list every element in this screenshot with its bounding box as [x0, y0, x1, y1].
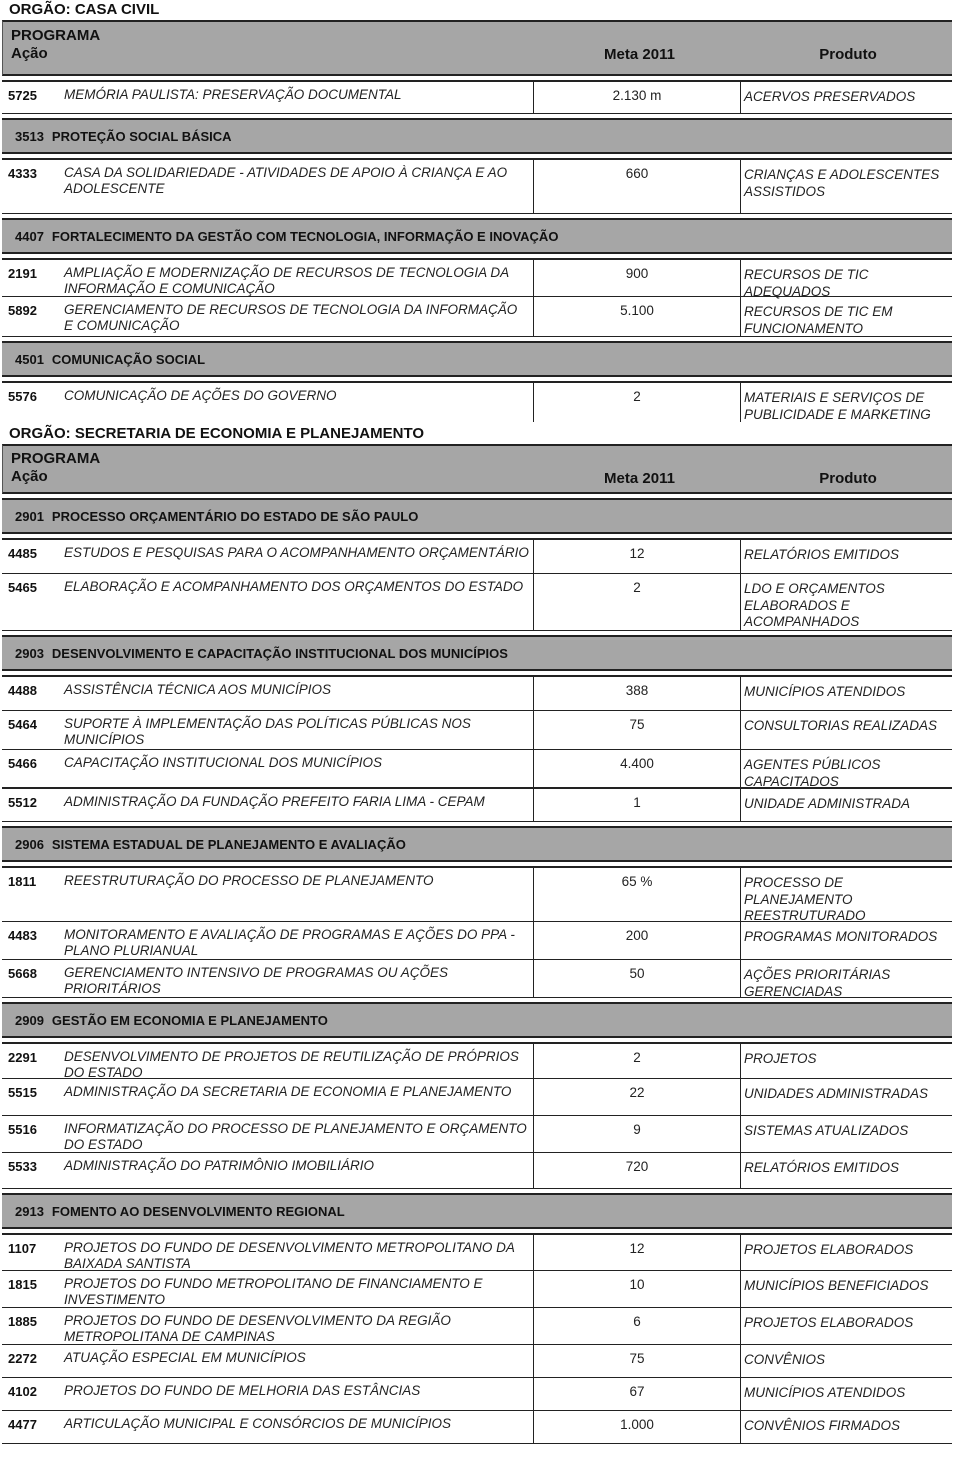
programa-section: [2, 635, 952, 671]
programa-code: 2901: [15, 508, 44, 524]
acao-produto: AÇÕES PRIORITÁRIAS GERENCIADAS: [740, 960, 952, 997]
acao-desc: MEMÓRIA PAULISTA: PRESERVAÇÃO DOCUMENTAL: [64, 87, 402, 102]
table-row: [2, 297, 952, 337]
acao-desc: ADMINISTRAÇÃO DA FUNDAÇÃO PREFEITO FARIA LIMA - CEPAM: [64, 794, 485, 809]
acao-produto: RECURSOS DE TIC ADEQUADOS: [740, 260, 952, 296]
acao-desc: ELABORAÇÃO E ACOMPANHAMENTO DOS ORÇAMENTOS DO ESTADO: [64, 579, 524, 594]
acao-code: 1107: [8, 1241, 37, 1256]
acao-produto: SISTEMAS ATUALIZADOS: [740, 1116, 952, 1152]
acao-produto: MUNICÍPIOS ATENDIDOS: [740, 677, 952, 710]
acao-meta: 388: [533, 677, 740, 710]
programa-section: [2, 498, 952, 534]
table-row: [2, 80, 952, 114]
table-row: [2, 158, 952, 214]
acao-code: 5512: [8, 795, 37, 810]
programa-section: [2, 218, 952, 254]
header-produto: Produto: [819, 470, 877, 487]
table-row: [2, 922, 952, 960]
table-row: [2, 675, 952, 711]
programa-code: 2909: [15, 1012, 44, 1028]
table-row: [2, 258, 952, 297]
orgao-title: ORGÃO: SECRETARIA DE ECONOMIA E PLANEJAMENTO: [9, 425, 425, 442]
acao-meta: 12: [533, 540, 740, 573]
column-header: [2, 20, 952, 76]
acao-desc: GERENCIAMENTO DE RECURSOS DE TECNOLOGIA DA INFORMAÇÃO E COMUNICAÇÃO: [64, 302, 518, 333]
acao-desc: AMPLIAÇÃO E MODERNIZAÇÃO DE RECURSOS DE TECNOLOGIA DA INFORMAÇÃO E COMUNICAÇÃO: [64, 265, 509, 296]
acao-meta: 6: [533, 1308, 740, 1344]
acao-produto: PROJETOS ELABORADOS: [740, 1235, 952, 1270]
acao-code: 2191: [8, 266, 37, 281]
acao-meta: 4.400: [533, 750, 740, 787]
acao-desc: ESTUDOS E PESQUISAS PARA O ACOMPANHAMENTO ORÇAMENTÁRIO: [64, 545, 529, 560]
table-row: [2, 1345, 952, 1378]
acao-code: 4477: [8, 1417, 37, 1432]
programa-code: 2906: [15, 836, 44, 852]
acao-desc: PROJETOS DO FUNDO DE MELHORIA DAS ESTÂNCIAS: [64, 1383, 421, 1398]
acao-code: 1815: [8, 1277, 37, 1292]
acao-meta: 900: [533, 260, 740, 296]
acao-meta: 12: [533, 1235, 740, 1270]
programa-code: 4501: [15, 351, 44, 367]
table-row: [2, 1116, 952, 1153]
acao-code: 5466: [8, 756, 37, 771]
table-row: [2, 866, 952, 922]
acao-code: 5892: [8, 303, 37, 318]
acao-produto: CONSULTORIAS REALIZADAS: [740, 711, 952, 749]
acao-desc: REESTRUTURAÇÃO DO PROCESSO DE PLANEJAMENTO: [64, 873, 434, 888]
acao-meta: 22: [533, 1079, 740, 1115]
acao-produto: PROJETOS ELABORADOS: [740, 1308, 952, 1344]
table-row: [2, 574, 952, 631]
programa-name: GESTÃO EM ECONOMIA E PLANEJAMENTO: [51, 1012, 328, 1028]
acao-meta: 2: [533, 383, 740, 422]
table-row: [2, 750, 952, 789]
orgao-title: ORGÃO: CASA CIVIL: [9, 1, 160, 18]
acao-meta: 660: [533, 160, 740, 213]
acao-desc: MONITORAMENTO E AVALIAÇÃO DE PROGRAMAS E AÇÕES DO PPA - PLANO PLURIANUAL: [64, 927, 515, 958]
acao-meta: 1.000: [533, 1411, 740, 1443]
acao-produto: MATERIAIS E SERVIÇOS DE PUBLICIDADE E MARKETING: [740, 383, 952, 422]
acao-code: 4488: [8, 683, 37, 698]
programa-section: [2, 826, 952, 862]
programa-name: COMUNICAÇÃO SOCIAL: [51, 351, 206, 367]
table-row: [2, 789, 952, 822]
table-row: [2, 1153, 952, 1189]
programa-code: 2903: [15, 645, 44, 661]
acao-meta: 2.130 m: [533, 82, 740, 113]
column-header: [2, 444, 952, 494]
acao-code: 4333: [8, 166, 37, 181]
acao-code: 1885: [8, 1314, 37, 1329]
acao-code: 5465: [8, 580, 37, 595]
table-row: [2, 381, 952, 422]
acao-produto: AGENTES PÚBLICOS CAPACITADOS: [740, 750, 952, 787]
acao-produto: LDO E ORÇAMENTOS ELABORADOS E ACOMPANHADOS: [740, 574, 952, 630]
acao-desc: ARTICULAÇÃO MUNICIPAL E CONSÓRCIOS DE MUNICÍPIOS: [64, 1416, 452, 1431]
acao-produto: PROCESSO DE PLANEJAMENTO REESTRUTURADO: [740, 868, 952, 921]
acao-desc: DESENVOLVIMENTO DE PROJETOS DE REUTILIZAÇÃO DE PRÓPRIOS DO ESTADO: [64, 1049, 519, 1080]
programa-section: [2, 341, 952, 377]
acao-code: 5668: [8, 966, 37, 981]
acao-code: 4485: [8, 546, 37, 561]
acao-desc: INFORMATIZAÇÃO DO PROCESSO DE PLANEJAMENTO E ORÇAMENTO DO ESTADO: [64, 1121, 527, 1152]
acao-code: 2272: [8, 1351, 37, 1366]
acao-desc: ATUAÇÃO ESPECIAL EM MUNICÍPIOS: [64, 1350, 306, 1365]
table-row: [2, 1042, 952, 1079]
header-meta: Meta 2011: [604, 46, 675, 63]
table-row: [2, 960, 952, 998]
acao-desc: GERENCIAMENTO INTENSIVO DE PROGRAMAS OU AÇÕES PRIORITÁRIOS: [64, 965, 449, 996]
acao-code: 5533: [8, 1159, 37, 1174]
acao-code: 4483: [8, 928, 37, 943]
acao-meta: 2: [533, 1044, 740, 1078]
acao-desc: SUPORTE À IMPLEMENTAÇÃO DAS POLÍTICAS PÚBLICAS NOS MUNICÍPIOS: [64, 716, 471, 747]
acao-desc: ASSISTÊNCIA TÉCNICA AOS MUNICÍPIOS: [64, 682, 332, 697]
programa-code: 3513: [15, 128, 44, 144]
acao-code: 1811: [8, 874, 37, 889]
programa-section: [2, 1193, 952, 1229]
programa-name: PROCESSO ORÇAMENTÁRIO DO ESTADO DE SÃO PAULO: [51, 508, 419, 524]
programa-section: [2, 118, 952, 154]
acao-meta: 5.100: [533, 297, 740, 336]
acao-meta: 10: [533, 1271, 740, 1307]
header-acao: Ação: [11, 45, 48, 62]
acao-meta: 67: [533, 1378, 740, 1410]
header-programa: PROGRAMA: [11, 450, 101, 467]
acao-desc: ADMINISTRAÇÃO DO PATRIMÔNIO IMOBILIÁRIO: [64, 1158, 375, 1173]
acao-desc: PROJETOS DO FUNDO METROPOLITANO DE FINANCIAMENTO E INVESTIMENTO: [64, 1276, 483, 1307]
acao-produto: UNIDADES ADMINISTRADAS: [740, 1079, 952, 1115]
acao-produto: UNIDADE ADMINISTRADA: [740, 789, 952, 821]
acao-meta: 50: [533, 960, 740, 997]
acao-meta: 2: [533, 574, 740, 630]
acao-produto: ACERVOS PRESERVADOS: [740, 82, 952, 113]
acao-meta: 65 %: [533, 868, 740, 921]
acao-desc: PROJETOS DO FUNDO DE DESENVOLVIMENTO METROPOLITANO DA BAIXADA SANTISTA: [64, 1240, 515, 1271]
acao-produto: CONVÊNIOS FIRMADOS: [740, 1411, 952, 1443]
acao-produto: RELATÓRIOS EMITIDOS: [740, 540, 952, 573]
acao-code: 5576: [8, 389, 37, 404]
acao-produto: CRIANÇAS E ADOLESCENTES ASSISTIDOS: [740, 160, 952, 213]
acao-code: 4102: [8, 1384, 37, 1399]
programa-name: DESENVOLVIMENTO E CAPACITAÇÃO INSTITUCIONAL DOS MUNICÍPIOS: [51, 645, 508, 661]
table-row: [2, 1271, 952, 1308]
programa-code: 4407: [15, 228, 44, 244]
programa-code: 2913: [15, 1203, 44, 1219]
acao-produto: RECURSOS DE TIC EM FUNCIONAMENTO: [740, 297, 952, 336]
acao-desc: PROJETOS DO FUNDO DE DESENVOLVIMENTO DA REGIÃO METROPOLITANA DE CAMPINAS: [64, 1313, 451, 1344]
header-meta: Meta 2011: [604, 470, 675, 487]
header-programa: PROGRAMA: [11, 27, 101, 44]
table-row: [2, 1378, 952, 1411]
programa-name: SISTEMA ESTADUAL DE PLANEJAMENTO E AVALIAÇÃO: [51, 836, 406, 852]
table-row: [2, 1233, 952, 1271]
acao-produto: MUNICÍPIOS BENEFICIADOS: [740, 1271, 952, 1307]
acao-produto: PROJETOS: [740, 1044, 952, 1078]
acao-code: 2291: [8, 1050, 37, 1065]
table-row: [2, 1079, 952, 1116]
acao-code: 5516: [8, 1122, 37, 1137]
header-acao: Ação: [11, 468, 48, 485]
acao-code: 5464: [8, 717, 37, 732]
acao-desc: CAPACITAÇÃO INSTITUCIONAL DOS MUNICÍPIOS: [64, 755, 383, 770]
programa-name: FORTALECIMENTO DA GESTÃO COM TECNOLOGIA, INFORMAÇÃO E INOVAÇÃO: [51, 228, 559, 244]
acao-meta: 75: [533, 1345, 740, 1377]
programa-name: PROTEÇÃO SOCIAL BÁSICA: [51, 128, 232, 144]
acao-code: 5725: [8, 88, 37, 103]
acao-meta: 9: [533, 1116, 740, 1152]
acao-desc: COMUNICAÇÃO DE AÇÕES DO GOVERNO: [64, 388, 337, 403]
acao-produto: CONVÊNIOS: [740, 1345, 952, 1377]
acao-desc: CASA DA SOLIDARIEDADE - ATIVIDADES DE APOIO À CRIANÇA E AO ADOLESCENTE: [64, 165, 508, 196]
header-produto: Produto: [819, 46, 877, 63]
acao-desc: ADMINISTRAÇÃO DA SECRETARIA DE ECONOMIA E PLANEJAMENTO: [64, 1084, 512, 1099]
acao-produto: PROGRAMAS MONITORADOS: [740, 922, 952, 959]
programa-name: FOMENTO AO DESENVOLVIMENTO REGIONAL: [51, 1203, 345, 1219]
table-row: [2, 1411, 952, 1444]
acao-meta: 200: [533, 922, 740, 959]
acao-produto: MUNICÍPIOS ATENDIDOS: [740, 1378, 952, 1410]
programa-section: [2, 1002, 952, 1038]
acao-produto: RELATÓRIOS EMITIDOS: [740, 1153, 952, 1188]
acao-code: 5515: [8, 1085, 37, 1100]
acao-meta: 75: [533, 711, 740, 749]
table-row: [2, 538, 952, 574]
acao-meta: 720: [533, 1153, 740, 1188]
acao-meta: 1: [533, 789, 740, 821]
table-row: [2, 711, 952, 750]
table-row: [2, 1308, 952, 1345]
